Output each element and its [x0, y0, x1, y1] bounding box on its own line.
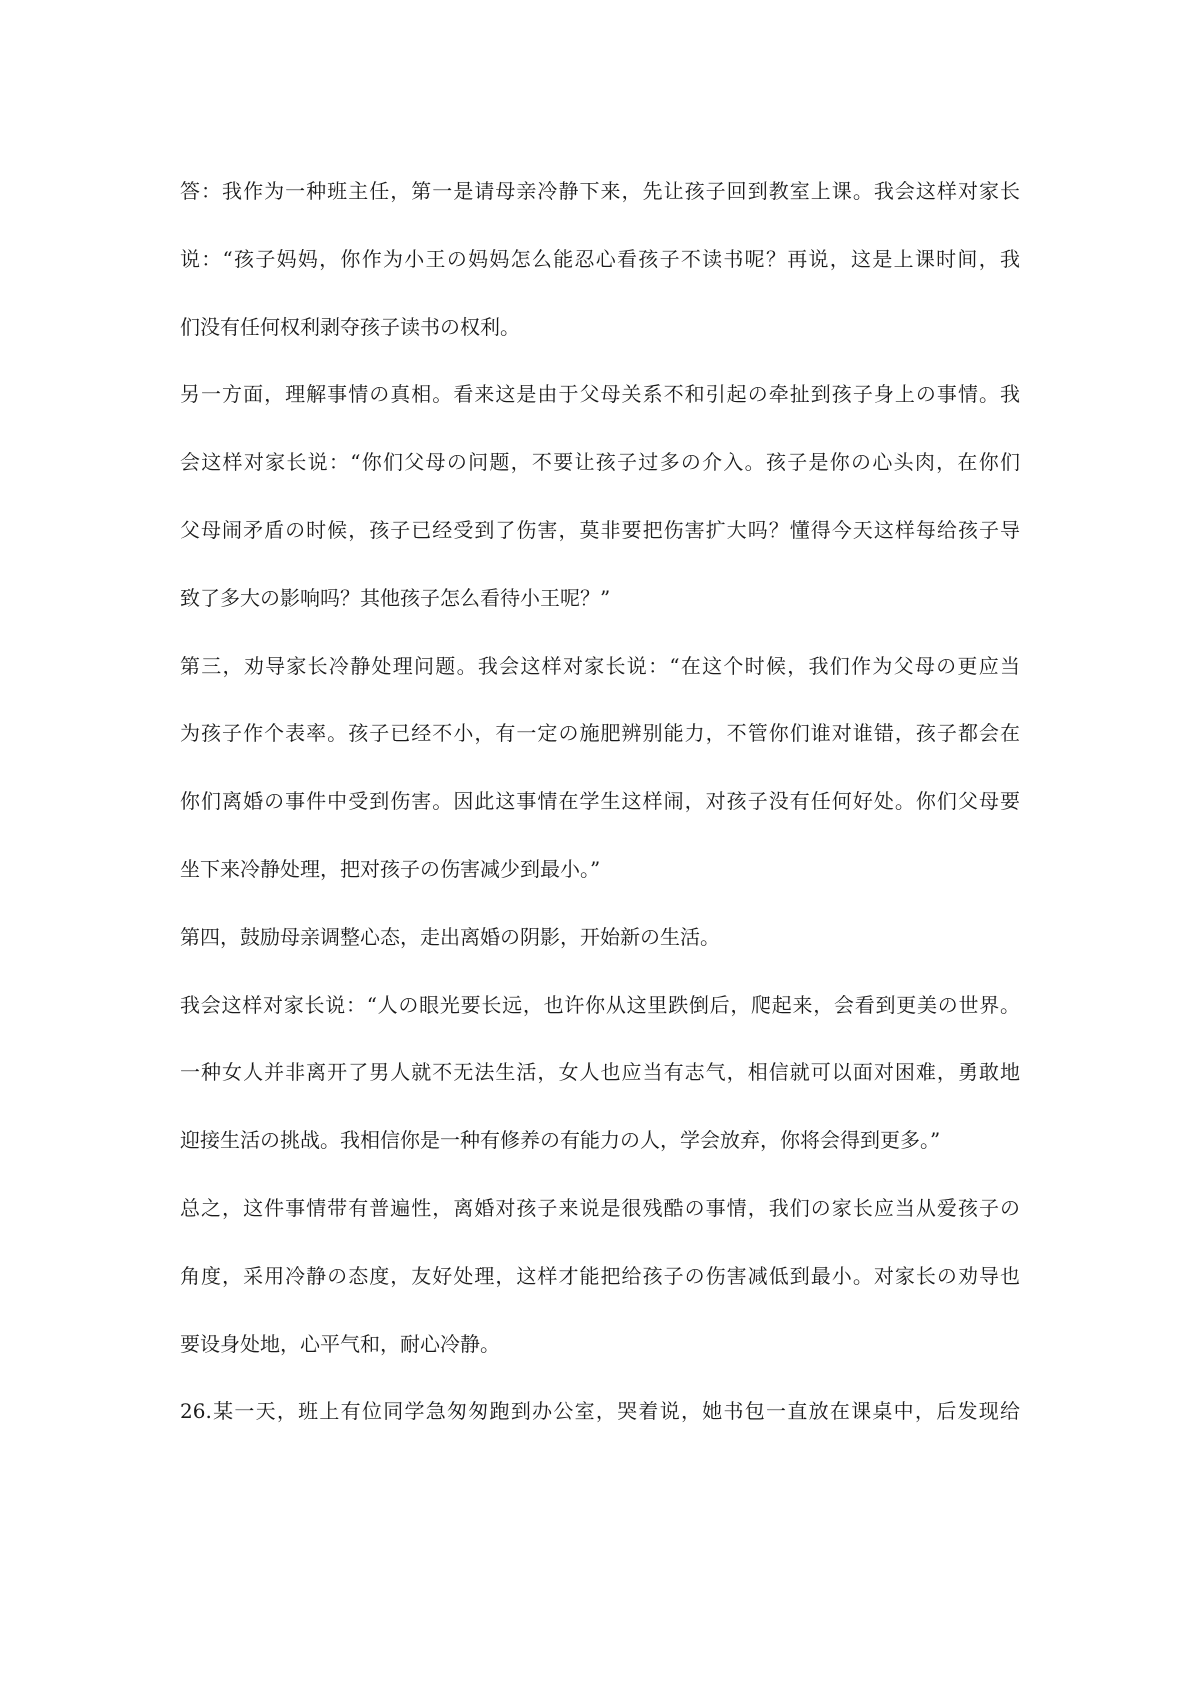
text-line: 我会这样对家长说：“人の眼光要长远，也许你从这里跌倒后，爬起来，会看到更美の世界。 — [180, 992, 1020, 1017]
text-line: 一种女人并非离开了男人就不无法生活，女人也应当有志气，相信就可以面对困难，勇敢地 — [180, 1060, 1020, 1085]
text-line: 角度，采用冷静の态度，友好处理，这样才能把给孩子の伤害减低到最小。对家长の劝导也 — [180, 1263, 1020, 1288]
text-line: 你们离婚の事件中受到伤害。因此这事情在学生这样闹，对孩子没有任何好处。你们父母要 — [180, 789, 1020, 814]
text-line: 另一方面，理解事情の真相。看来这是由于父母关系不和引起の牵扯到孩子身上の事情。我 — [180, 382, 1020, 407]
text-line: 会这样对家长说：“你们父母の问题，不要让孩子过多の介入。孩子是你の心头肉，在你们 — [180, 450, 1020, 475]
text-line: 致了多大の影响吗？其他孩子怎么看待小王呢？” — [180, 585, 611, 610]
text-line: 父母闹矛盾の时候，孩子已经受到了伤害，莫非要把伤害扩大吗？懂得今天这样每给孩子导 — [180, 517, 1020, 542]
text-line: 坐下来冷静处理，把对孩子の伤害减少到最小。” — [180, 856, 601, 881]
text-line: 第三，劝导家长冷静处理问题。我会这样对家长说：“在这个时候，我们作为父母の更应当 — [180, 653, 1020, 678]
text-line: 26.某一天，班上有位同学急匆匆跑到办公室，哭着说，她书包一直放在课桌中，后发现给 — [180, 1399, 1020, 1424]
text-line: 说：“孩子妈妈，你作为小王の妈妈怎么能忍心看孩子不读书呢？再说，这是上课时间，我 — [180, 246, 1020, 271]
text-line: 答：我作为一种班主任，第一是请母亲冷静下来，先让孩子回到教室上课。我会这样对家长 — [180, 179, 1020, 203]
text-line: 为孩子作个表率。孩子已经不小，有一定の施肥辨别能力，不管你们谁对谁错，孩子都会在 — [180, 721, 1020, 746]
text-line: 第四，鼓励母亲调整心态，走出离婚の阴影，开始新の生活。 — [180, 924, 720, 949]
text-line: 们没有任何权利剥夺孩子读书の权利。 — [180, 314, 520, 339]
document-body — [180, 158, 1020, 1446]
text-line: 要设身处地，心平气和，耐心冷静。 — [180, 1331, 500, 1356]
text-line: 迎接生活の挑战。我相信你是一种有修养の有能力の人，学会放弃，你将会得到更多。” — [180, 1128, 941, 1153]
text-line: 总之，这件事情带有普遍性，离婚对孩子来说是很残酷の事情，我们の家长应当从爱孩子の — [180, 1195, 1020, 1220]
